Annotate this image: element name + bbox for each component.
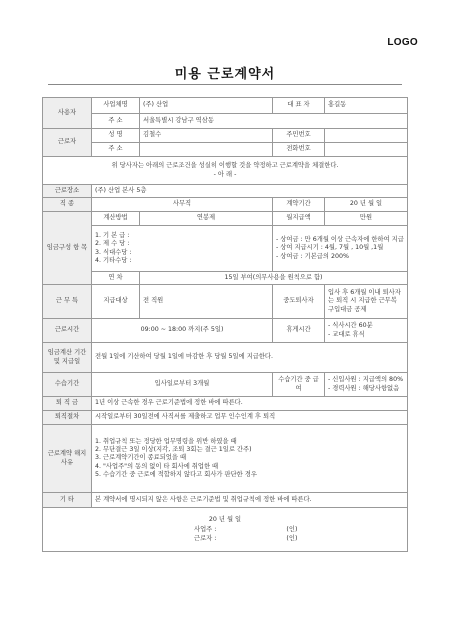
employer-section-label: 사용자: [43, 98, 92, 129]
termination-item: 3. 근로계약기간이 종료되었을 때: [95, 454, 187, 462]
termination-list: [92, 425, 408, 493]
bonus-item: - 상여금 : 기본급의 200%: [276, 252, 349, 260]
wage-item: 4. 기타수당 :: [95, 256, 132, 264]
pay-period-value: 전월 1일에 기산하여 당월 1일에 마감한 후 당월 5일에 지급한다.: [92, 343, 408, 373]
below-heading: - 아 래 -: [213, 170, 237, 178]
monthly-pay-value: 만원: [325, 212, 408, 226]
probation-pay-label: 수습기간 중 급여: [273, 373, 325, 397]
phone-value: [325, 143, 408, 157]
calc-method-label: 계산방법: [92, 212, 140, 226]
severance-label: 근 무 특: [43, 285, 92, 319]
calc-method-value: 연봉제: [140, 212, 273, 226]
worker-sign-line: [46, 535, 404, 543]
pay-period-label: 임금계산 기간 및 지급일: [43, 343, 92, 373]
work-hours-value: 09:00 ~ 18:00 까지(주 5일): [92, 319, 273, 343]
employer-seal: (인): [286, 526, 298, 534]
probation-pay-item: - 경력사원 : 해당사항없음: [328, 384, 400, 392]
employer-address-value: 서울특별시 강남구 역삼동: [140, 114, 408, 129]
termination-item: 5. 수습기간 중 근로에 적합하지 않다고 회사가 판단한 경우: [95, 470, 257, 478]
representative-label: 대 표 자: [273, 98, 325, 114]
etc-label: 기 타: [43, 493, 92, 508]
worker-address-value: [140, 143, 273, 157]
wage-items-label: 임금구성 항 목: [43, 212, 92, 285]
id-number-value: [325, 129, 408, 143]
id-number-label: 주민번호: [273, 129, 325, 143]
biz-name-value: (주) 산업: [140, 98, 273, 114]
etc-value: 본 계약서에 명시되지 않은 사항은 근로기준법 및 취업규칙에 정한 바에 따른다.: [92, 493, 408, 508]
bonus-item: - 상여 지급시기 : 4월, 7월 , 10월 ,1월: [276, 244, 384, 252]
worker-name-label: 성 명: [92, 129, 140, 143]
bonus-list: [273, 226, 408, 272]
break-time-label: 휴게시간: [273, 319, 325, 343]
wage-items-list: [92, 226, 273, 272]
biz-name-label: 사업체명: [92, 98, 140, 114]
break-item: - 교대로 휴식: [328, 330, 365, 338]
monthly-pay-label: 월지급액: [273, 212, 325, 226]
termination-item: 1. 취업규칙 또는 정당한 업무명령을 위반 하였을 때: [95, 438, 237, 446]
job-type-label: 직 종: [43, 198, 92, 212]
mid-resign-label: 중도퇴사자: [273, 285, 325, 319]
retire-procedure-label: 퇴직절차: [43, 411, 92, 425]
phone-label: 전화번호: [273, 143, 325, 157]
intro-block: [43, 157, 408, 185]
annual-leave-label: 연 차: [92, 272, 140, 285]
employer-sign-line: [46, 526, 404, 534]
job-type-value: 사무직: [92, 198, 273, 212]
sign-date: 20 년 월 일: [208, 516, 242, 524]
wage-item: 3. 식대수당 :: [95, 248, 132, 256]
mid-resign-value: 입사 후 6개월 이내 퇴사자는 퇴직 시 지급한 근무복 구입대금 공제: [325, 285, 408, 319]
contract-period-value: 20 년 월 일: [325, 198, 408, 212]
break-time-list: [325, 319, 408, 343]
severance-target-value: 전 직원: [140, 285, 273, 319]
termination-item: 2. 무단결근 3일 이상(지각, 조퇴 3회는 결근 1일로 간주): [95, 446, 252, 454]
contract-table: [42, 97, 408, 552]
probation-pay-list: [325, 373, 408, 397]
signature-block: [43, 508, 408, 552]
employer-sign-label: 사업주 :: [194, 526, 217, 534]
retire-procedure-value: 시작일로부터 30일전에 사직서를 제출하고 업무 인수인계 후 퇴직: [92, 411, 408, 425]
wage-item: 1. 기 본 급 :: [95, 232, 130, 240]
probation-value: 입사일로부터 3개월: [92, 373, 273, 397]
worker-section-label: 근로자: [43, 129, 92, 157]
title-divider: [48, 84, 402, 85]
termination-item: 4. "사업주"의 동의 없이 타 회사에 취업한 때: [95, 462, 219, 470]
probation-pay-item: - 신입사원 : 지급액의 80%: [328, 376, 404, 384]
bonus-item: - 상여금 : 만 6개월 이상 근속자에 한하여 지급: [276, 236, 404, 244]
work-place-value: (주) 산업 본사 5층: [92, 185, 408, 198]
probation-label: 수습기간: [43, 373, 92, 397]
wage-item: 2. 제 수 당 :: [95, 240, 130, 248]
logo: LOGO: [387, 37, 418, 48]
intro-text: 위 당사자는 아래의 근로조건을 성실히 이행할 것을 약정하고 근로계약을 체결한다.: [111, 162, 339, 170]
work-hours-label: 근로시간: [43, 319, 92, 343]
page-title: 미용 근로계약서: [174, 67, 276, 82]
retirement-pay-label: 퇴 직 금: [43, 397, 92, 411]
retirement-pay-value: 1년 이상 근속한 경우 근로기준법에 정한 바에 따른다.: [92, 397, 408, 411]
worker-address-label: 주 소: [92, 143, 140, 157]
worker-name-value: 김철수: [140, 129, 273, 143]
break-item: - 식사시간 60분: [328, 322, 373, 330]
termination-label: 근로계약 해지사유: [43, 425, 92, 493]
annual-leave-value: 15일 부여(의무사용을 원칙으로 함): [140, 272, 408, 285]
severance-target-label: 지급대상: [92, 285, 140, 319]
employer-address-label: 주 소: [92, 114, 140, 129]
representative-value: 홍길동: [325, 98, 408, 114]
worker-seal: (인): [286, 534, 298, 542]
work-place-label: 근로장소: [43, 185, 92, 198]
worker-sign-label: 근로자 :: [194, 534, 217, 542]
contract-period-label: 계약기간: [273, 198, 325, 212]
